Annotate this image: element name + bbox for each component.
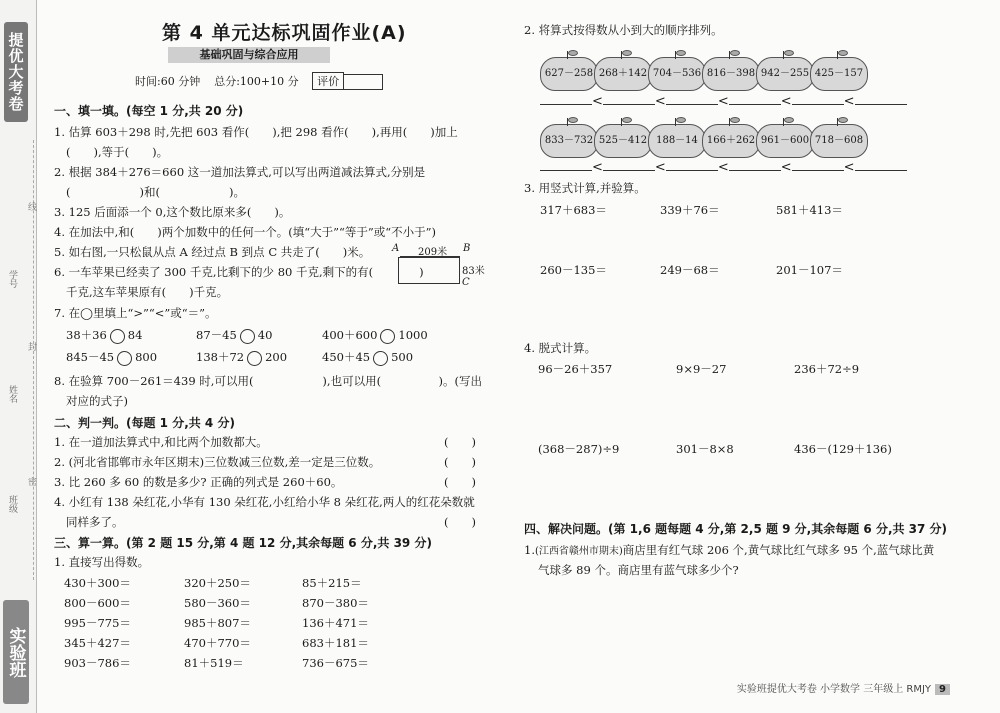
apple-expression: 268＋142 [594, 57, 652, 91]
oral-calc-item: 903－786＝ [64, 656, 131, 670]
section-problem-solving: 四、解决问题。(第 1,6 题每题 4 分,第 2,5 题 9 分,其余每题 6 分,共 37 分) [524, 522, 948, 536]
brand-logo-bottom: 实验班 [3, 600, 29, 704]
calc-question-1: 1. 直接写出得数。 [54, 555, 150, 569]
total-score-info: 总分:100+10 分 [214, 75, 299, 88]
oral-calc-item: 736－675＝ [302, 656, 369, 670]
vertical-calc-item: 339＋76＝ [660, 203, 720, 217]
oral-calc-item: 985＋807＝ [184, 616, 251, 630]
order-answer-row-2[interactable]: < < < < < [540, 158, 907, 175]
vertical-calc-item: 260－135＝ [540, 263, 607, 277]
oral-calc-item: 136＋471＝ [302, 616, 369, 630]
footer-text: 实验班提优大考卷 小学数学 三年级上 RMJY [736, 684, 932, 695]
oral-calc-item: 580－360＝ [184, 596, 251, 610]
page-subtitle: 基础巩固与综合应用 [168, 47, 330, 63]
name-label: 姓名 [7, 385, 17, 403]
exam-meta [135, 72, 383, 90]
oral-calc-item: 870－380＝ [302, 596, 369, 610]
judge-4-line-1: 4. 小红有 138 朵红花,小华有 130 朵红花,小红给小华 8 朵红花,两人的红花朵数就 [54, 495, 475, 509]
compare-item: 400＋600 1000 [322, 328, 428, 342]
step-calc-item: 9×9－27 [676, 362, 727, 376]
apple-expression: 425－157 [810, 57, 868, 91]
judge-4-line-2: 同样多了。 [66, 515, 124, 529]
apple-expression: 833－732 [540, 124, 598, 158]
page-number: 9 [935, 684, 950, 695]
judge-3: 3. 比 260 多 60 的数是多少? 正确的列式是 260＋60。 [54, 475, 343, 489]
judge-2-answer[interactable]: ( ) [444, 455, 476, 469]
figure-side-label: 83米 [462, 266, 485, 277]
compare-circle[interactable] [240, 329, 255, 344]
figure-point-b: B [463, 243, 471, 254]
apple-expression: 525－412 [594, 124, 652, 158]
cut-mark-secret: 密 [28, 478, 38, 488]
question-6-line-1: 6. 一车苹果已经卖了 300 千克,比剩下的少 80 千克,剩下的有( ) [54, 265, 424, 279]
time-info: 时间:60 分钟 [135, 75, 201, 88]
vertical-calc-item: 581＋413＝ [776, 203, 843, 217]
binding-sidebar [0, 0, 37, 713]
figure-length-label: 209米 [418, 247, 448, 258]
order-answer-row-1[interactable]: < < < < < [540, 92, 907, 109]
compare-circle[interactable] [117, 351, 132, 366]
page-footer [737, 680, 950, 695]
oral-calc-item: 470＋770＝ [184, 636, 251, 650]
question-4: 4. 在加法中,和( )两个加数中的任何一个。(填“大于”“等于”或“不小于”) [54, 225, 437, 239]
question-step-calc: 4. 脱式计算。 [524, 341, 597, 355]
section-judge: 二、判一判。(每题 1 分,共 4 分) [54, 416, 235, 430]
question-8-line-2: 对应的式子) [66, 394, 128, 408]
figure-point-c: C [462, 277, 470, 288]
evaluation-blank[interactable] [344, 74, 383, 90]
judge-4-answer[interactable]: ( ) [444, 515, 476, 529]
apple-expression: 627－258 [540, 57, 598, 91]
compare-circle[interactable] [380, 329, 395, 344]
compare-item: 450＋45 500 [322, 350, 414, 364]
vertical-calc-item: 249－68＝ [660, 263, 720, 277]
apple-expression: 704－536 [648, 57, 706, 91]
question-vertical-calc: 3. 用竖式计算,并验算。 [524, 181, 646, 195]
problem-1-line-1: 1.(江西省赣州市期末)商店里有红气球 206 个,黄气球比红气球多 95 个,蓝气球比黄 [524, 543, 935, 557]
apple-expression: 961－600 [756, 124, 814, 158]
oral-calc-item: 85＋215＝ [302, 576, 362, 590]
step-calc-item: 301－8×8 [676, 442, 734, 456]
question-5: 5. 如右图,一只松鼠从点 A 经过点 B 到点 C 共走了( )米。 [54, 245, 371, 259]
vertical-calc-item: 317＋683＝ [540, 203, 607, 217]
compare-circle[interactable] [247, 351, 262, 366]
question-6-line-2: 千克,这车苹果原有( )千克。 [66, 285, 229, 299]
oral-calc-item: 995－775＝ [64, 616, 131, 630]
apple-expression: 188－14 [648, 124, 706, 158]
compare-item: 87－45 40 [196, 328, 273, 342]
oral-calc-item: 683＋181＝ [302, 636, 369, 650]
step-calc-item: 236＋72÷9 [794, 362, 860, 376]
step-calc-item: (368－287)÷9 [538, 442, 620, 456]
oral-calc-item: 345＋427＝ [64, 636, 131, 650]
question-8-line-1: 8. 在验算 700－261＝439 时,可以用( ),也可以用( )。(写出 [54, 374, 483, 388]
judge-1-answer[interactable]: ( ) [444, 435, 476, 449]
step-calc-item: 96－26＋357 [538, 362, 613, 376]
question-1-line-2: ( ),等于( )。 [66, 145, 169, 159]
evaluation-label: 评价 [312, 72, 344, 90]
compare-circle[interactable] [110, 329, 125, 344]
question-7: 7. 在◯里填上“>”“<”或“＝”。 [54, 306, 217, 320]
oral-calc-item: 81＋519＝ [184, 656, 244, 670]
vertical-calc-item: 201－107＝ [776, 263, 843, 277]
oral-calc-item: 430＋300＝ [64, 576, 131, 590]
compare-circle[interactable] [373, 351, 388, 366]
class-label: 班级 [7, 495, 17, 513]
compare-item: 38＋36 84 [66, 328, 143, 342]
question-2-line-1: 2. 根据 384＋276＝660 这一道加法算式,可以写出两道减法算式,分别是 [54, 165, 426, 179]
compare-item: 138＋72 200 [196, 350, 288, 364]
question-3: 3. 125 后面添一个 0,这个数比原来多( )。 [54, 205, 291, 219]
question-order: 2. 将算式按得数从小到大的顺序排列。 [524, 23, 723, 37]
student-number-label: 学号 [7, 270, 17, 288]
question-2-line-2: ( )和( )。 [66, 185, 245, 199]
section-fill-in: 一、填一填。(每空 1 分,共 20 分) [54, 104, 244, 118]
problem-1-line-2: 气球多 89 个。商店里有蓝气球多少个? [538, 563, 739, 577]
apple-expression: 942－255 [756, 57, 814, 91]
figure-point-a: A [392, 243, 400, 254]
judge-1: 1. 在一道加法算式中,和比两个加数都大。 [54, 435, 268, 449]
page-title: 第 4 单元达标巩固作业(A) [162, 22, 407, 44]
apple-expression: 718－608 [810, 124, 868, 158]
oral-calc-item: 320＋250＝ [184, 576, 251, 590]
apple-expression: 816－398 [702, 57, 760, 91]
compare-item: 845－45 800 [66, 350, 158, 364]
section-calculate: 三、算一算。(第 2 题 15 分,第 4 题 12 分,其余每题 6 分,共 39 分) [54, 536, 432, 550]
judge-2: 2. (河北省邯郸市永年区期末)三位数减三位数,差一定是三位数。 [54, 455, 381, 469]
apple-expression: 166＋262 [702, 124, 760, 158]
cut-mark-seal: 封 [28, 343, 38, 353]
step-calc-item: 436－(129＋136) [794, 442, 892, 456]
judge-3-answer[interactable]: ( ) [444, 475, 476, 489]
brand-logo-top: 提优大考卷 [4, 22, 28, 122]
cut-mark-line: 线 [28, 203, 38, 213]
question-1-line-1: 1. 估算 603＋298 时,先把 603 看作( ),把 298 看作( ),再用( )加上 [54, 125, 458, 139]
oral-calc-item: 800－600＝ [64, 596, 131, 610]
